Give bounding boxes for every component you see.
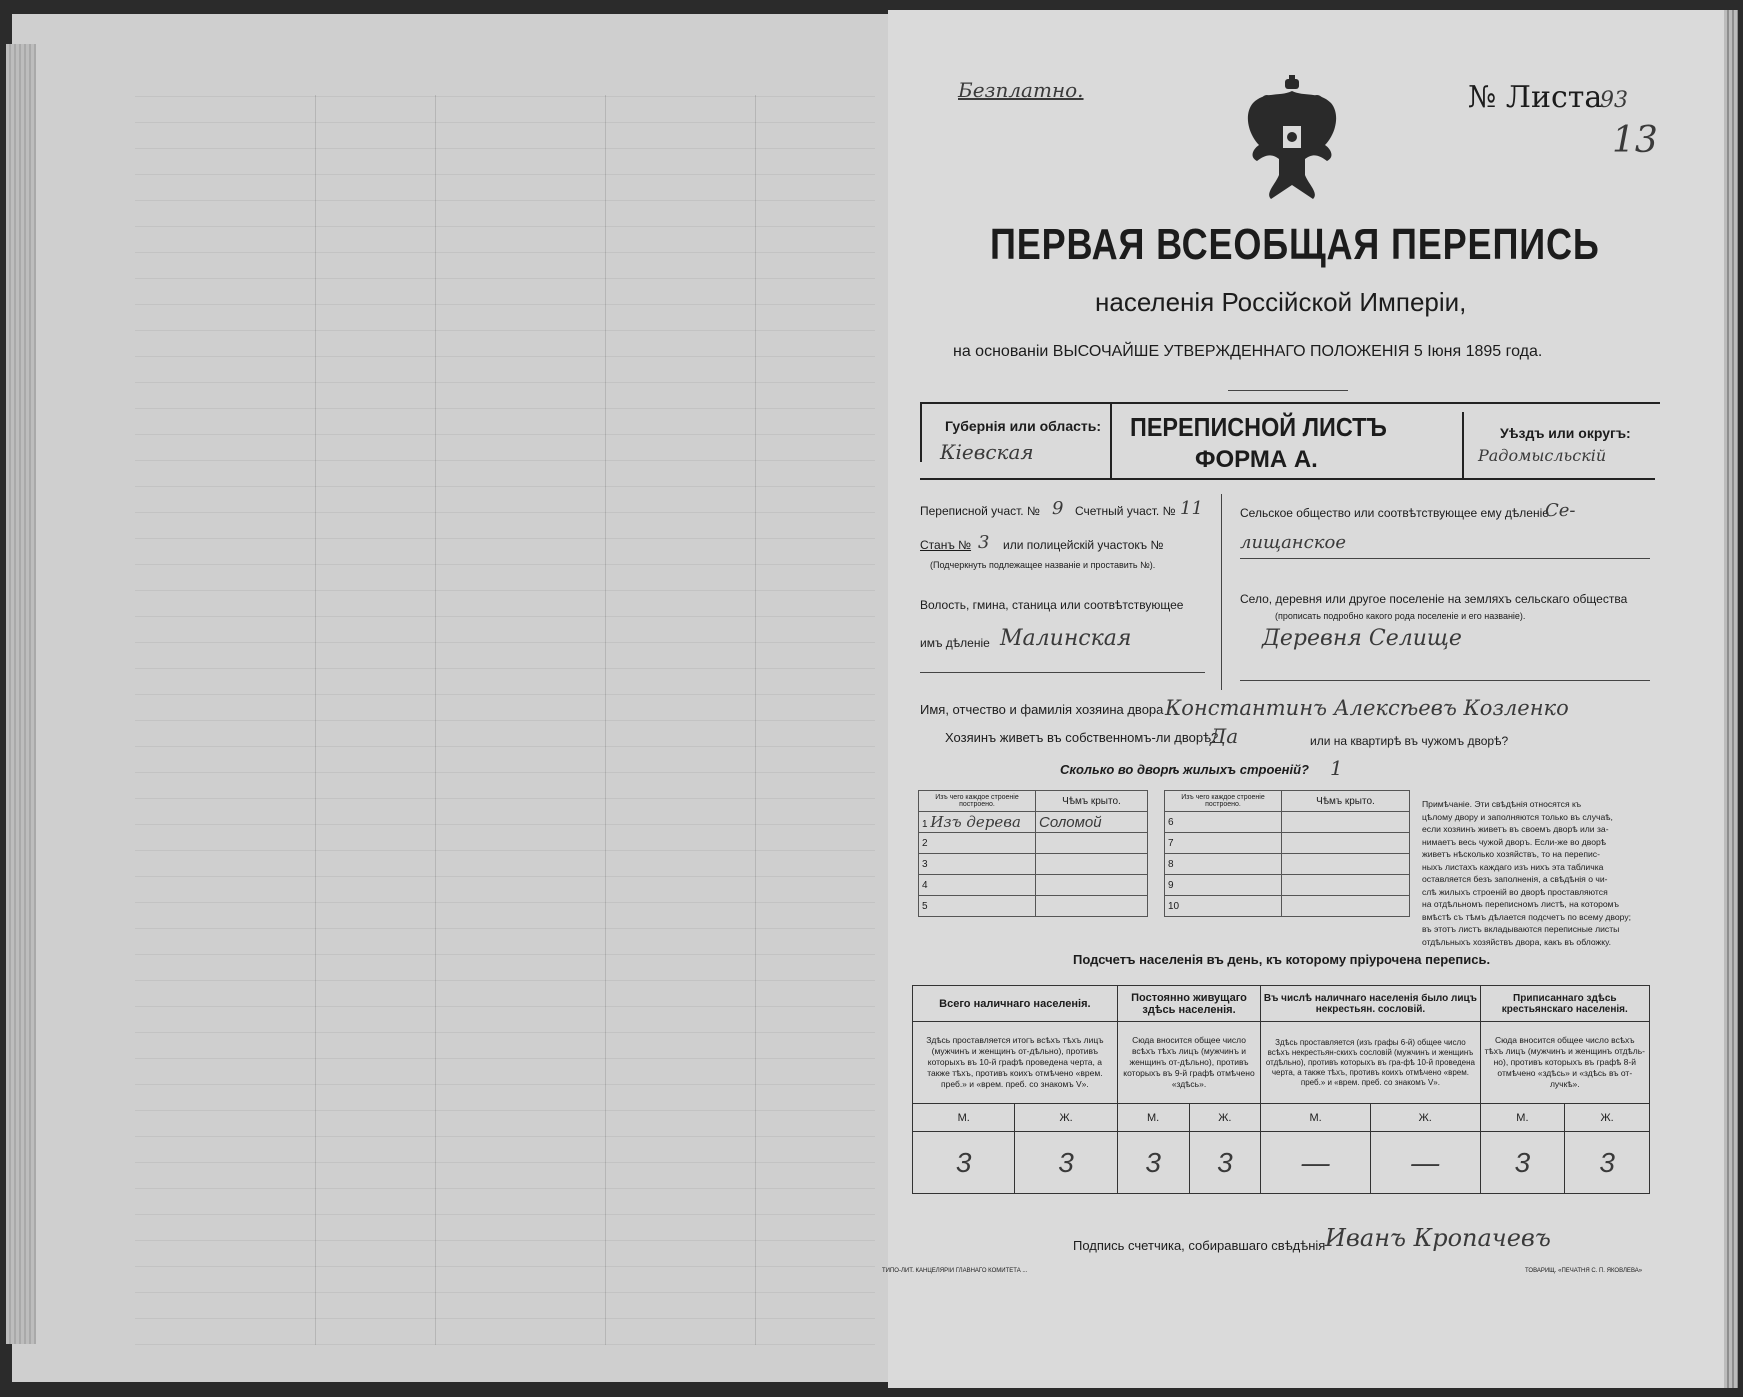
m-label: М. <box>1480 1104 1565 1132</box>
pop-registered-m: 3 <box>1480 1132 1565 1194</box>
table-row: 1 Изъ дерева Соломой <box>919 812 1148 833</box>
page-subtitle: населенія Россійской Имперіи, <box>1095 287 1467 317</box>
f-label: Ж. <box>1015 1104 1117 1132</box>
volost-label-2: имъ дѣленіе <box>920 636 990 650</box>
buildings-value: 1 <box>1330 756 1343 780</box>
form-box-divider-1 <box>1110 402 1112 478</box>
form-box-divider-2 <box>1462 412 1464 478</box>
rented-label: или на квартирѣ въ чужомъ дворѣ? <box>1310 734 1509 748</box>
pop-total-f: 3 <box>1015 1132 1117 1194</box>
stan-label: Станъ № <box>920 538 972 552</box>
table-row: 4 <box>919 875 1148 896</box>
pop-resident-f: 3 <box>1189 1132 1261 1194</box>
form-title-line1: ПЕРЕПИСНОЙ ЛИСТЪ <box>1130 412 1387 442</box>
buildings-table-right <box>1164 790 1410 917</box>
col-material-2: Изъ чего каждое строеніе построено. <box>1165 791 1282 812</box>
form-box-top <box>920 402 1660 404</box>
table-row: 8 <box>1165 854 1410 875</box>
volost-label-1: Волость, гмина, станица или соотвѣтствующее <box>920 598 1184 612</box>
printer-left: ТИПО-ЛИТ. КАНЦЕЛЯРІИ ГЛАВНАГО КОМИТЕТА ... <box>882 1268 1028 1274</box>
col-roof: Чѣмъ крыто. <box>1036 791 1148 812</box>
m-label: М. <box>1117 1104 1189 1132</box>
pop-col-3-desc: Здѣсь проставляется (изъ графы 6-й) общее число всѣхъ некрестьян-скихъ сословій (мужчинъ и женщинъ отдѣльно), противъ которыхъ въ гра-фѣ 10-й проведена черта, а также тѣхъ, противъ коихъ отмѣчено «врем. преб.» и «врем. преб. со знакомъ V». <box>1261 1022 1480 1104</box>
col-material: Изъ чего каждое строеніе построено. <box>919 791 1036 812</box>
signature-label: Подпись счетчика, собиравшаго свѣдѣнія <box>1073 1238 1326 1253</box>
society-underline <box>1240 558 1650 559</box>
society-value-1: Се- <box>1545 500 1576 521</box>
society-value-2: лищанское <box>1240 532 1346 553</box>
sheet-number-alt: 13 <box>1612 120 1658 161</box>
pop-col-4-desc: Сюда вносится общее число всѣхъ тѣхъ лицъ (мужчинъ и женщинъ отдѣль-но), противъ которыхъ въ графѣ 8-й отмѣчено «здѣсь» и «здѣсь въ от-лучкѣ». <box>1480 1022 1649 1104</box>
pop-col-4-title: Приписаннаго здѣсь крестьянскаго населенія. <box>1480 986 1649 1022</box>
m-label: М. <box>913 1104 1015 1132</box>
village-label: Село, деревня или другое поселеніе на земляхъ сельскаго общества <box>1240 592 1628 606</box>
village-underline <box>1240 680 1650 681</box>
free-label: Безплатно. <box>958 78 1084 102</box>
pop-resident-m: 3 <box>1117 1132 1189 1194</box>
field-column-divider <box>1221 494 1222 690</box>
form-box-bottom <box>920 478 1655 480</box>
population-table <box>912 985 1650 1194</box>
count-district-value: 11 <box>1180 498 1203 519</box>
pop-total-m: 3 <box>913 1132 1015 1194</box>
buildings-label: Сколько во дворѣ жилыхъ строеній? <box>1060 762 1309 777</box>
owner-label: Имя, отчество и фамилія хозяина двора <box>920 702 1164 717</box>
left-page-faint-grid <box>135 95 875 1345</box>
page-title: ПЕРВАЯ ВСЕОБЩАЯ ПЕРЕПИСЬ <box>990 220 1600 269</box>
form-box-left <box>920 402 922 462</box>
buildings-table-left <box>918 790 1148 917</box>
page-stack-edge-right <box>1724 10 1738 1388</box>
pop-nonpeasant-m: — <box>1261 1132 1371 1194</box>
police-note: (Подчеркнуть подлежащее названіе и проставить №). <box>930 560 1156 570</box>
table-row: 9 <box>1165 875 1410 896</box>
census-district-value: 9 <box>1052 498 1064 519</box>
count-district-label: Счетный участ. № <box>1075 504 1176 518</box>
pop-col-2-desc: Сюда вносится общее число всѣхъ тѣхъ лицъ (мужчинъ и женщинъ от-дѣльно), противъ которыхъ въ 9-й графѣ отмѣчено «здѣсь». <box>1117 1022 1261 1104</box>
police-label: или полицейскій участокъ № <box>1003 538 1164 552</box>
table-row: 5 <box>919 896 1148 917</box>
gubernia-label: Губернія или область: <box>945 418 1102 434</box>
col-roof-2: Чѣмъ крыто. <box>1282 791 1410 812</box>
f-label: Ж. <box>1565 1104 1650 1132</box>
pop-col-2-title: Постоянно живущаго здѣсь населенія. <box>1117 986 1261 1022</box>
pop-col-1-desc: Здѣсь проставляется итогъ всѣхъ тѣхъ лицъ (мужчинъ и женщинъ от-дѣльно), противъ которыхъ въ 10-й графѣ проведена черта, а также тѣхъ, противъ коихъ отмѣчено «врем. преб.» и «врем. преб. со знакомъ V». <box>913 1022 1118 1104</box>
table-row: 2 <box>919 833 1148 854</box>
stan-value: 3 <box>978 532 990 553</box>
sheet-label: № Листа <box>1468 80 1603 115</box>
table-row: 7 <box>1165 833 1410 854</box>
society-label: Сельское общество или соотвѣтствующее ему дѣленіе <box>1240 506 1549 520</box>
census-district-label: Переписной участ. № <box>920 504 1040 518</box>
pop-col-3-title: Въ числѣ наличнаго населенія было лицъ некрестьян. сословій. <box>1261 986 1480 1022</box>
gubernia-value: Кіевская <box>940 440 1034 464</box>
village-value: Деревня Селище <box>1262 626 1462 651</box>
pop-registered-f: 3 <box>1565 1132 1650 1194</box>
pop-nonpeasant-f: — <box>1370 1132 1480 1194</box>
sheet-number: 93 <box>1600 88 1628 113</box>
signature-value: Иванъ Кропачевъ <box>1325 1224 1551 1252</box>
f-label: Ж. <box>1370 1104 1480 1132</box>
uezd-label: Уѣздъ или округъ: <box>1500 425 1631 441</box>
form-title-line2: ФОРМА А. <box>1195 446 1318 473</box>
table-row: 6 <box>1165 812 1410 833</box>
population-heading: Подсчетъ населенія въ день, къ которому пріурочена перепись. <box>1073 952 1491 967</box>
table-row: 10 <box>1165 896 1410 917</box>
volost-value: Малинская <box>1000 626 1132 651</box>
m-label: М. <box>1261 1104 1371 1132</box>
ornament-divider <box>1228 390 1348 391</box>
f-label: Ж. <box>1189 1104 1261 1132</box>
page-stack-edge <box>6 44 36 1344</box>
table-row: 3 <box>919 854 1148 875</box>
village-note: (прописать подробно какого рода поселеніе и его названіе). <box>1275 611 1526 621</box>
own-yard-label: Хозяинъ живетъ въ собственномъ-ли дворѣ? <box>945 730 1219 745</box>
printer-right: ТОВАРИЩ. «ПЕЧАТНЯ С. П. ЯКОВЛЕВА» <box>1525 1268 1643 1274</box>
double-headed-eagle-emblem-icon <box>1235 75 1350 205</box>
owner-value: Константинъ Алексѣевъ Козленко <box>1165 696 1569 720</box>
buildings-note: Примѣчаніе. Эти свѣдѣнія относятся къ цѣлому двору и заполняются только въ случаѣ, если хозяинъ живетъ въ своемъ дворѣ или за- нимаетъ весь чужой дворъ. Если-же во дворѣ живетъ нѣсколько хозяйствъ, то на перепис- ныхъ листахъ каждаго изъ нихъ эта табличка оставляется безъ заполненія, а свѣдѣнія о чи- слѣ жилыхъ строеній во дворѣ проставляются на отдѣльномъ переписномъ листѣ, на которомъ вмѣстѣ съ тѣмъ дѣлается подсчетъ по всему двору; въ этотъ листъ вкладываются переписные листы отдѣльныхъ хозяйствъ двора, какъ въ обложку. <box>1422 799 1632 947</box>
legal-basis: на основаніи ВЫСОЧАЙШЕ УТВЕРЖДЕННАГО ПОЛОЖЕНІЯ 5 Іюня 1895 года. <box>953 343 1543 360</box>
volost-underline <box>920 672 1205 673</box>
own-yard-value: Да <box>1210 724 1239 748</box>
uezd-value: Радомысльскій <box>1478 446 1607 465</box>
pop-col-1-title: Всего наличнаго населенія. <box>913 986 1118 1022</box>
